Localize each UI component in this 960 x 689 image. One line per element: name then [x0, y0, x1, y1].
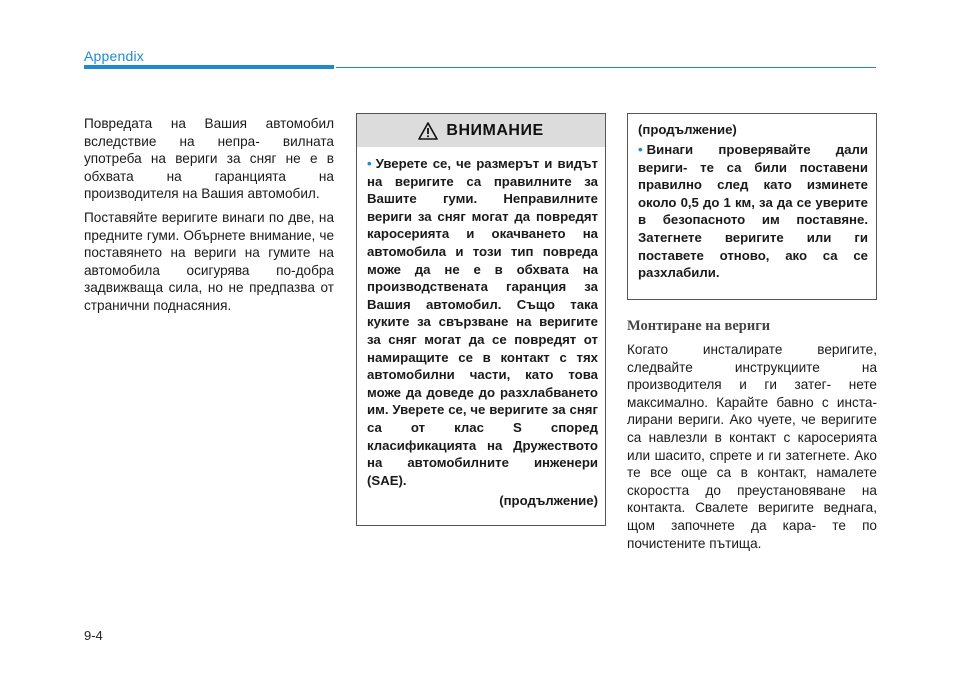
caution-header	[357, 114, 605, 147]
page-number: 9-4	[84, 628, 103, 643]
caution-title: ВНИМАНИЕ	[446, 121, 544, 139]
warning-triangle-icon	[418, 122, 438, 140]
right-column	[627, 341, 877, 552]
continued-box	[627, 113, 877, 300]
caution-continued: (продължение)	[499, 493, 598, 509]
caution-body	[357, 147, 605, 508]
left-column	[84, 115, 334, 321]
bullet-icon: •	[638, 142, 643, 157]
bullet-icon: •	[367, 156, 372, 171]
continued-bullet	[638, 141, 868, 282]
caution-bullet	[367, 155, 598, 489]
caution-bullet-text: Уверете се, че размерът и видът на веригите са правилните за Вашите гуми. Неправилните вериги за сняг могат да повредят каросерията и окачването на автомобила и този тип повреда може да не е в обхвата на производствената гаранция за Вашия автомобил. Също така куките за свързване на веригите за сняг могат да се повредят от намиращите се в контакт с тях автомобилни части, като това може да доведе до разхлабването им. Уверете се, че веригите за сняг са от клас S според класификацията на Дружеството на автомобилните инженери (SAE).	[367, 156, 598, 488]
mounting-paragraph: Когато инсталирате веригите, следвайте инструкциите на производителя и ги затег- нете максимално. Карайте бавно с инста- лирани вериги. Ако чуете, че веригите са навлезли в контакт с каросерията или шасито, спрете и ги затегнете. Ако те все още са в контакт, намалете скоростта до преустановяване на контакта. Свалете веригите веднага, щом започнете да кара- те по почистените пътища.	[627, 342, 877, 551]
section-title: Appendix	[84, 48, 144, 64]
mounting-heading: Монтиране на вериги	[627, 318, 771, 334]
paragraph-placement: Поставяйте веригите винаги по две, на предните гуми. Обърнете внимание, че поставянето на вериги на гумите на автомобила осигурява по-добра задвижваща сила, но не предпазва от странични поднасяния.	[84, 209, 334, 313]
caution-box	[356, 113, 606, 526]
paragraph-damage: Повредата на Вашия автомобил вследствие на непра- вилната употреба на вериги за сняг не е в обхвата на гаранцията на производителя на Вашия автомобил.	[84, 116, 334, 202]
header-rule-thin	[336, 67, 876, 68]
continued-label: (продължение)	[638, 122, 737, 137]
continued-bullet-text: Винаги проверявайте дали вериги- те са били поставени правилно след като изминете около 0,5 до 1 км, за да се уверите в безопасното им поставяне. Затегнете веригите или ги поставете отново, ако са се разхлабили.	[638, 142, 868, 281]
header-rule-thick	[84, 65, 334, 69]
